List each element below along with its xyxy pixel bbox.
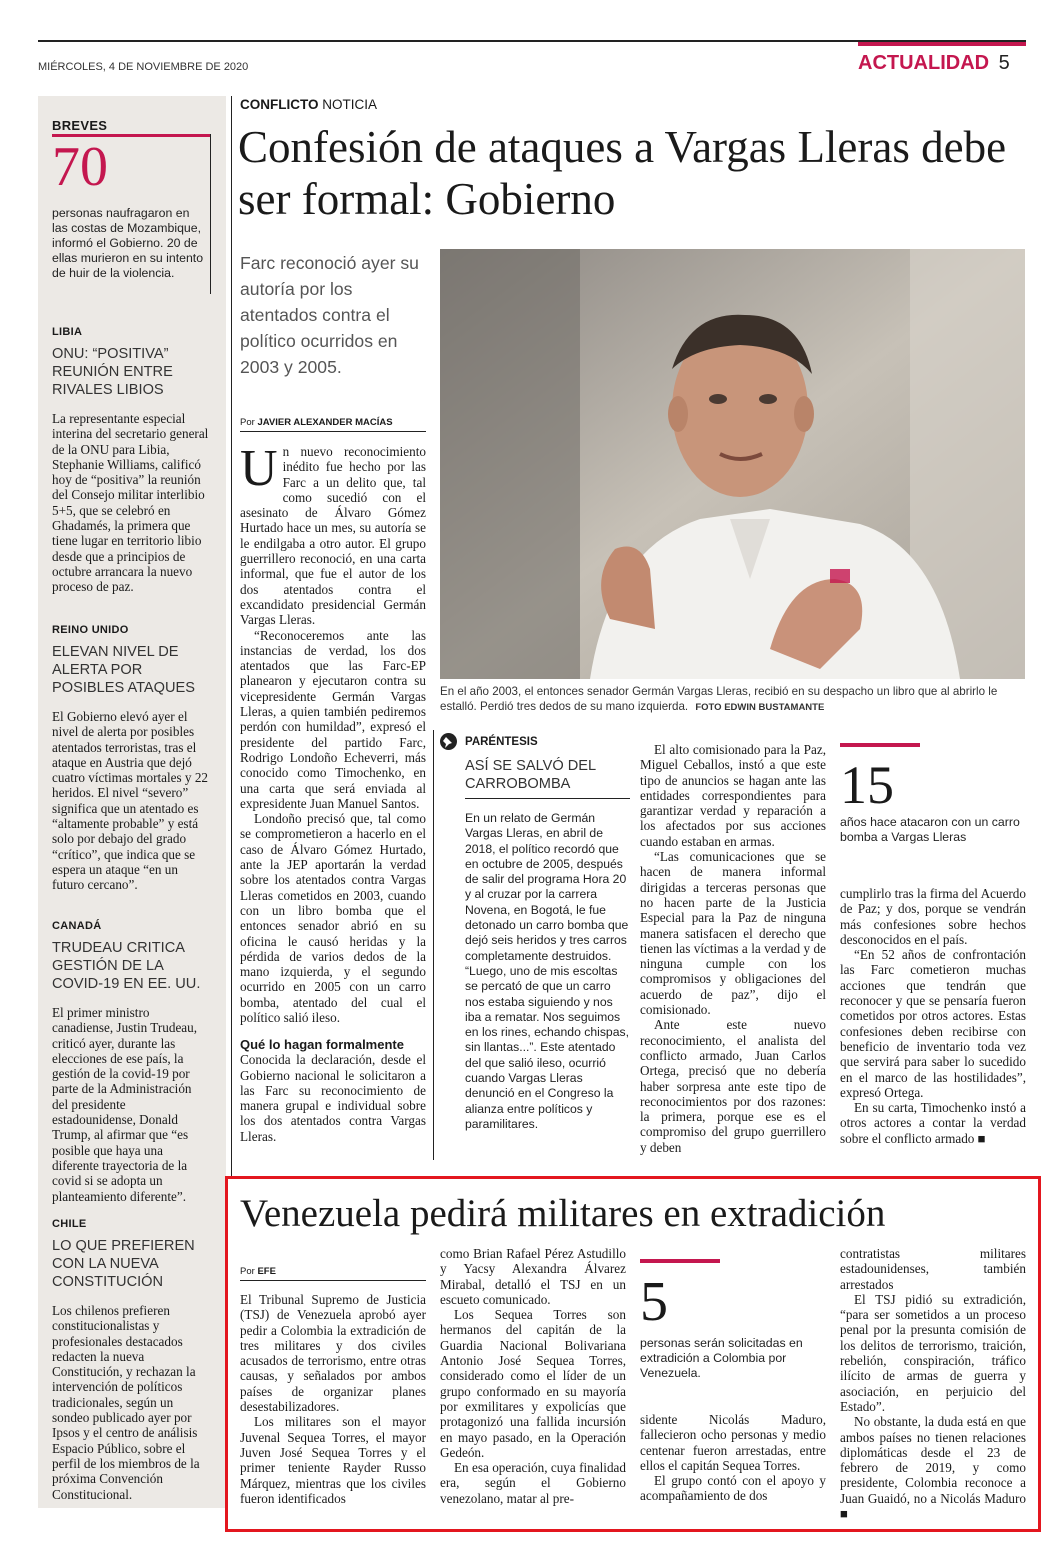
article-byline (240, 417, 426, 432)
brief-item (52, 624, 210, 893)
brief-body: El primer ministro canadiense, Justin Trudeau, criticó ayer, durante las elecciones de ese país, la gestión de la covid-19 por parte de la Administración del presidente estadounidense, Donald Trump, al afirmar que “es posible que haya una diferente trayectoria de la covid si se adopta un planteamiento diferente”. (52, 1005, 198, 1204)
body-paragraph: sidente Nicolás Maduro, fallecieron ocho personas y medio centenar fueron arrestadas, entre ellos el capitán Sequea Torres. (640, 1412, 826, 1473)
body-paragraph: “Las comunicaciones que se hacen de manera informal dirigidas a terceras personas que no hacen parte de la Justicia Especial para la Paz de ninguna manera satisfacen el derecho que tienen las víctimas a la verdad y de ninguna cumple con los compromisos y obligaciones del acuerdo de paz”, dijo el comisionado. (640, 849, 826, 1018)
body-paragraph: “En 52 años de confrontación las Farc cometieron muchas acciones que tendrán que reconocer y que se pensaría fueron cometidos por otros actores. Estas confesiones deben recibirse con beneficio de inventario toda vez que servirá para saber lo sucedido en el marco de las hostilidades”, expresó Ortega. (840, 947, 1026, 1100)
body-paragraph: El Tribunal Supremo de Justicia (TSJ) de Venezuela aprobó ayer pedir a Colombia la extradición de tres militares y dos civiles acusados de terrorismo, entre otras causas, y señalados por ambos países de organizar planes desestabilizadores. (240, 1292, 426, 1415)
photo-credit: FOTO EDWIN BUSTAMANTE (695, 702, 825, 713)
section-accent-bar (858, 42, 1026, 46)
body-paragraph: n nuevo reconocimiento inédito fue hecho por las Farc a un delito que, tal como sucedió con el asesinato de Álvaro Gómez Hurtado hace un mes, su autoría se le endilgaba a otro autor. El grupo guerrillero reconoció, en una carta informal, que fue el autor de los dos atentados contra el excandidato presidencial Germán Vargas Lleras. (240, 444, 426, 628)
brief-item (52, 1218, 210, 1502)
body-paragraph: Los militares son el mayor Juvenal Sequea Torres, el mayor Juven José Sequea Torres y el primer teniente Rayder Russo Márquez, mientras que los civiles fueron identificados (240, 1414, 426, 1506)
stat-number: 5 (640, 1271, 668, 1333)
stat-text: años hace atacaron con un carro bomba a Vargas Lleras (840, 815, 1020, 844)
issue-date: MIÉRCOLES, 4 DE NOVIEMBRE DE 2020 (38, 61, 249, 73)
parentesis-title: ASÍ SE SALVÓ DEL CARROBOMBA (465, 758, 596, 792)
briefs-sidebar (38, 96, 226, 1508)
body-paragraph: “Reconoceremos ante las instancias de verdad, los dos atentados que las Farc-EP planearon y ejecutaron contra su vicepresidente Germán Vargas Lleras, a quien también pediremos perdón con humildad”, expresó el presidente del partido Farc, Rodrigo Londoño Echeverri, más conocido como Timochenko, en una carta que será enviada al expresidente Juan Manuel Santos. (240, 627, 426, 811)
byline-por: Por (240, 1266, 255, 1277)
kicker-topic: CONFLICTO (240, 97, 319, 112)
section-name: ACTUALIDAD (858, 52, 990, 74)
body-paragraph: Conocida la declaración, desde el Gobierno nacional le solicitaron a las Farc su reconocimiento de manera grupal e individual sobre los dos atentados contra Vargas Lleras. (240, 1052, 426, 1144)
brief-headline: ONU: “POSITIVA” REUNIÓN ENTRE RIVALES LIBIOS (52, 346, 173, 398)
sidebar-divider (231, 96, 232, 1178)
brief-label: LIBIA (52, 326, 83, 338)
caption-text: En el año 2003, el entonces senador Germán Vargas Lleras, recibió en su despacho un libro que al abrirlo le estalló. Perdió tres dedos de su mano izquierda. (440, 685, 998, 713)
parentesis-body: En un relato de Germán Vargas Lleras, en abril de 2018, el político recordó que en octubre de 2005, después de salir del programa Hora 20 y al cruzar por la carrera Novena, en Bogotá, le fue detonado un carro bomba que dejó seis heridos y tres carros completamente destruidos. “Luego, uno de mis escoltas se percató de que un carro nos estaba siguiendo y nos iba a rematar. Nos seguimos en los rines, echando chispas, sin llantas...”. Este atentado del que salió ileso, ocurrió cuando Vargas Lleras denunció en el Congreso la alianza entre políticos y paramilitares. (465, 811, 629, 1131)
stat-rule (840, 743, 920, 747)
stat-rule (640, 1259, 720, 1263)
body-paragraph: El alto comisionado para la Paz, Miguel Ceballos, instó a que este tipo de anuncios se hagan ante las entidades correspondientes para garantizar verdad y reparación a los afectados por sus acciones cuando estaban en armas. (640, 742, 826, 849)
body-paragraph: Los Sequea Torres son hermanos del capitán de la Guardia Nacional Bolivariana Antonio José Sequea Torres, considerado como el líder de un grupo conformado en su mayoría por exmilitares y expolicías que protagonizó una fallida incursión en mayo pasado, en la Operación Gedeón. (440, 1307, 626, 1460)
brief-headline: TRUDEAU CRITICA GESTIÓN DE LA COVID-19 EN EE. UU. (52, 940, 201, 992)
photo-caption (440, 684, 1025, 715)
article-photo (440, 249, 1025, 679)
second-column-2 (440, 1246, 626, 1506)
section-title (858, 52, 1010, 75)
body-paragraph: No obstante, la duda está en que ambos países no tienen relaciones diplomáticas desde el 23 de febrero de 2019, y como presidente, Colombia reconoce a Juan Guaidó, no a Nicolás Maduro ■ (840, 1414, 1026, 1522)
article-deck: Farc reconoció ayer su autoría por los atentados contra el político ocurridos en 2003 y 2005. (240, 253, 419, 377)
kicker-type: NOTICIA (322, 97, 378, 112)
body-paragraph: En esa operación, cuya finalidad era, según el Gobierno venezolano, matar al pre- (440, 1460, 626, 1506)
stat-text: personas serán solicitadas en extradición a Colombia por Venezuela. (640, 1336, 803, 1380)
briefs-label: BREVES (52, 118, 108, 133)
body-paragraph: como Brian Rafael Pérez Astudillo y Yacsy Alexandra Álvarez Mirabal, detalló el TSJ en un escueto comunicado. (440, 1246, 626, 1307)
drop-cap: U (240, 440, 278, 497)
second-column-4 (840, 1246, 1026, 1521)
body-paragraph: Londoño precisó que, tal como se comprometieron a hacerlo en el caso de Álvaro Gómez Hurtado, ante la JEP aportarán la verdad sobre los atentados contra Vargas Lleras cometidos en 2003, cuando con un libro bomba que el entonces senador abrió en su oficina le causó heridas y la pérdida de varios dedos de la mano izquierda, y el segundo ocurrido en 2005 con un carro bomba, atentado del cual el político salió ileso. (240, 811, 426, 1025)
article-subhead: Qué lo hagan formalmente (240, 1037, 404, 1053)
body-paragraph: En su carta, Timochenko instó a otros actores a contar la verdad sobre el conflicto armado ■ (840, 1100, 1026, 1146)
brief-body: La representante especial interina del secretario general de la ONU para Libia, Stephanie Williams, calificó hoy de “positiva” la reunión del Consejo militar interlibio 5+5, que se celebró en Ghadamés, la primera que tiene lugar en territorio libio desde que a principios de octubre arrancara la nuevo proceso de paz. (52, 411, 209, 595)
briefs-big-number: 70 (52, 136, 108, 198)
brief-item (52, 326, 210, 595)
page-number: 5 (998, 52, 1010, 74)
brief-body: Los chilenos prefieren constitucionalistas y profesionales destacados redacten la nueva Constitución, y rechazan la intervención de políticos tradicionales, según un sondeo publicado ayer por Ipsos y el centro de análisis Espacio Público, sobre el perfil de los miembros de la próxima Convención Constitucional. (52, 1303, 200, 1502)
stat-number: 15 (840, 755, 894, 815)
article-kicker (240, 97, 377, 112)
article-column-3 (640, 742, 826, 1155)
second-headline: Venezuela pedirá militares en extradición (240, 1192, 886, 1235)
briefs-big-text: personas naufragaron en las costas de Mozambique, informó el Gobierno. 20 de ellas murieron en su intento de huir de la violencia. (52, 206, 204, 280)
brief-label: REINO UNIDO (52, 624, 129, 636)
second-column-1 (240, 1292, 426, 1506)
parentesis-rule (465, 798, 630, 799)
brief-headline: LO QUE PREFIEREN CON LA NUEVA CONSTITUCIÓN (52, 1238, 195, 1290)
body-paragraph: El grupo contó con el apoyo y acompañamiento de dos (640, 1473, 826, 1504)
byline-author: EFE (257, 1266, 276, 1277)
column-divider (433, 730, 434, 1160)
parentesis-label: PARÉNTESIS (465, 735, 538, 748)
brief-item (52, 920, 210, 1204)
article-column-1 (240, 440, 426, 1144)
body-paragraph: Ante este nuevo reconocimiento, el analista del conflicto armado, Juan Carlos Ortega, precisó que no debería haber sorpresa ante este tipo de reconocimientos por dos razones: la primera, porque ese es el compromiso del grupo guerrillero y deben (640, 1017, 826, 1155)
body-paragraph: cumplirlo tras la firma del Acuerdo de Paz; y dos, porque se vendrán más confesiones sobre hechos desconocidos en el país. (840, 886, 1026, 947)
pin-icon (440, 733, 457, 750)
body-paragraph: contratistas militares estadounidenses, también arrestados (840, 1246, 1026, 1292)
parentesis-box (440, 733, 630, 1132)
brief-label: CANADÁ (52, 920, 102, 932)
byline-por: Por (240, 417, 255, 428)
portrait-photo-illustration (440, 249, 1025, 679)
briefs-side-rule (210, 134, 211, 294)
brief-body: El Gobierno elevó ayer el nivel de alerta por posibles atentados terroristas, tras el ataque en Austria que dejó cuatro víctimas mortales y 22 heridos. El nivel “severo” significa que un atentado es “altamente probable” y está solo por debajo del grado “crítico”, que indica que se espera un ataque “en un futuro cercano”. (52, 709, 209, 893)
article-headline: Confesión de ataques a Vargas Lleras debe ser formal: Gobierno (238, 122, 1007, 224)
body-paragraph: El TSJ pidió su extradición, “para ser sometidos a un proceso penal por la presunta comisión de los delitos de terrorismo, traición, rebelión, conspiración, tráfico ilícito de armas de guerra y asociación, en perjuicio del Estado”. (840, 1291, 1026, 1414)
byline-author: JAVIER ALEXANDER MACÍAS (257, 417, 393, 428)
second-byline (240, 1266, 426, 1281)
article-column-4 (840, 886, 1026, 1146)
parentesis-header (440, 733, 630, 750)
brief-label: CHILE (52, 1218, 87, 1230)
second-column-3 (640, 1412, 826, 1504)
brief-headline: ELEVAN NIVEL DE ALERTA POR POSIBLES ATAQUES (52, 644, 196, 696)
